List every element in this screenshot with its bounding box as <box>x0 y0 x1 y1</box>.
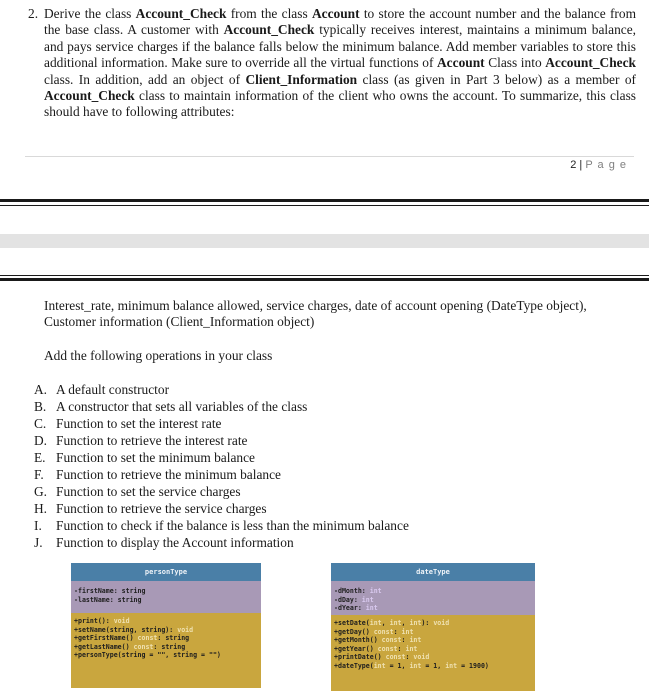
uml-text: -lastName: string <box>74 595 142 604</box>
uml-text: ): <box>421 619 434 627</box>
class-name-bold: Account <box>437 55 485 71</box>
uml-text: +getYear() <box>334 644 378 653</box>
page-footer <box>570 159 627 171</box>
paragraph-run: Class into <box>484 55 546 71</box>
uml-attributes <box>71 581 261 613</box>
uml-type-keyword: int <box>445 661 458 670</box>
uml-operation <box>334 636 532 645</box>
operations-list <box>34 381 409 551</box>
uml-type-keyword: void <box>113 617 130 625</box>
uml-attribute <box>334 587 532 596</box>
class-name-bold: Account_Check <box>545 55 636 71</box>
uml-operation <box>334 619 532 628</box>
uml-operations <box>331 615 535 691</box>
uml-type-keyword: const <box>373 627 394 636</box>
uml-text: +dateType( <box>334 661 374 670</box>
paragraph-run: from the class <box>226 6 312 21</box>
uml-text: : <box>393 627 402 636</box>
uml-text: +getDay() <box>334 627 374 636</box>
uml-text: -dDay: <box>334 595 362 604</box>
uml-type-keyword: int <box>401 627 414 636</box>
uml-text: = 1, <box>385 661 410 670</box>
operation-item <box>34 517 409 534</box>
uml-operation <box>334 645 532 654</box>
operation-item <box>34 415 409 432</box>
uml-attribute <box>334 604 532 613</box>
operation-letter: A. <box>34 382 48 397</box>
uml-operation <box>74 626 258 635</box>
uml-attribute <box>74 596 258 605</box>
uml-class-title: personType <box>71 563 261 581</box>
operation-letter: I. <box>34 518 42 533</box>
uml-text: +personType(string = "", string = "") <box>74 651 221 660</box>
operation-item <box>34 432 409 449</box>
operations-intro: Add the following operations in your class <box>44 348 273 363</box>
operation-item <box>34 398 409 415</box>
uml-type-keyword: int <box>361 595 374 604</box>
uml-persontype <box>71 563 261 690</box>
uml-type-keyword: const <box>133 642 154 651</box>
operation-letter: G. <box>34 484 48 499</box>
uml-text: -dYear: <box>334 604 366 613</box>
uml-class-title: dateType <box>331 563 535 581</box>
task-paragraph <box>28 6 636 121</box>
uml-text: : <box>401 636 410 645</box>
operation-letter: E. <box>34 450 46 465</box>
operation-item <box>34 449 409 466</box>
uml-type-keyword: void <box>177 625 194 634</box>
uml-text: , <box>401 619 410 627</box>
uml-type-keyword: int <box>409 619 422 627</box>
uml-type-keyword: int <box>405 644 418 653</box>
uml-attribute <box>74 587 258 596</box>
operation-text: A default constructor <box>56 382 170 397</box>
operation-item <box>34 381 409 398</box>
uml-text: = 1, <box>421 661 446 670</box>
uml-type-keyword: const <box>385 653 406 662</box>
uml-operation <box>334 628 532 637</box>
operation-letter: J. <box>34 535 43 550</box>
uml-text: : <box>405 653 414 662</box>
uml-type-keyword: const <box>381 636 402 645</box>
uml-operations <box>71 613 261 688</box>
operation-letter: C. <box>34 416 47 431</box>
uml-type-keyword: void <box>413 653 430 662</box>
item-number: 2. <box>28 6 39 21</box>
operation-text: Function to check if the balance is less than the minimum balance <box>56 518 409 533</box>
uml-text: : string <box>153 642 186 651</box>
uml-text: , <box>381 619 390 627</box>
operation-item <box>34 500 409 517</box>
uml-type-keyword: const <box>137 634 158 643</box>
uml-text: : string <box>157 634 190 643</box>
operation-text: A constructor that sets all variables of the class <box>56 399 308 414</box>
uml-text: = 1900) <box>457 661 489 670</box>
uml-text: -dMonth: <box>334 587 370 595</box>
page-separator: | <box>579 159 583 171</box>
attributes-list-text: Interest_rate, minimum balance allowed, service charges, date of account opening (DateType object), Customer information (Client_Information object) <box>44 298 587 330</box>
uml-operation <box>74 617 258 626</box>
uml-operation <box>334 653 532 662</box>
operation-item <box>34 466 409 483</box>
page-gap <box>0 234 649 248</box>
operation-text: Function to retrieve the service charges <box>56 501 267 516</box>
uml-operation <box>74 643 258 652</box>
uml-datetype <box>331 563 535 693</box>
uml-text: +setDate( <box>334 619 370 627</box>
uml-type-keyword: int <box>373 661 386 670</box>
page-break-rule-bottom-thin <box>0 275 649 276</box>
page-number: 2 <box>570 159 577 171</box>
uml-text: : <box>397 644 406 653</box>
class-name-bold: Account <box>311 6 360 21</box>
page-word: P a g e <box>585 159 627 171</box>
uml-type-keyword: int <box>365 604 378 613</box>
uml-attribute <box>334 596 532 605</box>
paragraph-run: class. In addition, add an object of <box>44 71 246 87</box>
class-name-bold: Account_Check <box>223 22 315 38</box>
operation-letter: D. <box>34 433 48 448</box>
uml-text: +printDate() <box>334 653 386 662</box>
paragraph-run: class to maintain information of the client who owns the account. To summarize, this class should have to following attributes: <box>44 88 636 120</box>
page-break-rule-top <box>0 199 649 202</box>
operation-letter: H. <box>34 501 48 516</box>
operation-letter: F. <box>34 467 44 482</box>
uml-text: +getLastName() <box>74 642 134 651</box>
uml-type-keyword: void <box>433 619 450 627</box>
paragraph-run: class (as given in Part 3 below) as a member of <box>357 71 636 87</box>
operation-text: Function to set the service charges <box>56 484 241 499</box>
uml-operation <box>74 651 258 660</box>
operation-item <box>34 534 409 551</box>
operation-text: Function to set the minimum balance <box>56 450 255 465</box>
uml-text: +setName(string, string): <box>74 625 178 634</box>
operation-text: Function to retrieve the minimum balance <box>56 467 281 482</box>
class-name-bold: Account_Check <box>44 88 135 104</box>
operation-text: Function to set the interest rate <box>56 416 222 431</box>
uml-type-keyword: int <box>369 587 382 595</box>
uml-text: +print(): <box>74 617 114 625</box>
uml-type-keyword: int <box>409 636 422 645</box>
operation-text: Function to retrieve the interest rate <box>56 433 248 448</box>
operation-letter: B. <box>34 399 47 414</box>
uml-type-keyword: int <box>369 619 382 627</box>
operation-item <box>34 483 409 500</box>
paragraph-run: typically receives interest, maintains a minimum balance, and pays service charges if the balance falls below the minimum balance. Add member variables to store this additional information. Make sure to override all the virtual functions of <box>44 22 636 71</box>
uml-text: +getMonth() <box>334 636 382 645</box>
page-break-rule-top-thin <box>0 205 649 206</box>
task-paragraph-text <box>44 6 636 121</box>
class-name-bold: Client_Information <box>245 71 358 87</box>
uml-type-keyword: const <box>377 644 398 653</box>
uml-type-keyword: int <box>389 619 402 627</box>
footer-divider <box>25 156 634 157</box>
uml-type-keyword: int <box>409 661 422 670</box>
uml-text: -firstName: string <box>74 587 146 595</box>
paragraph-run: to store the account number and the balance from the base class. A customer with <box>44 6 636 38</box>
paragraph-run: Derive the class <box>44 6 136 21</box>
uml-attributes <box>331 581 535 615</box>
uml-text: +getFirstName() <box>74 634 138 643</box>
uml-operation <box>74 634 258 643</box>
uml-operation <box>334 662 532 671</box>
page-break-rule-bottom <box>0 278 649 281</box>
class-name-bold: Account_Check <box>135 6 227 21</box>
operation-text: Function to display the Account information <box>56 535 294 550</box>
